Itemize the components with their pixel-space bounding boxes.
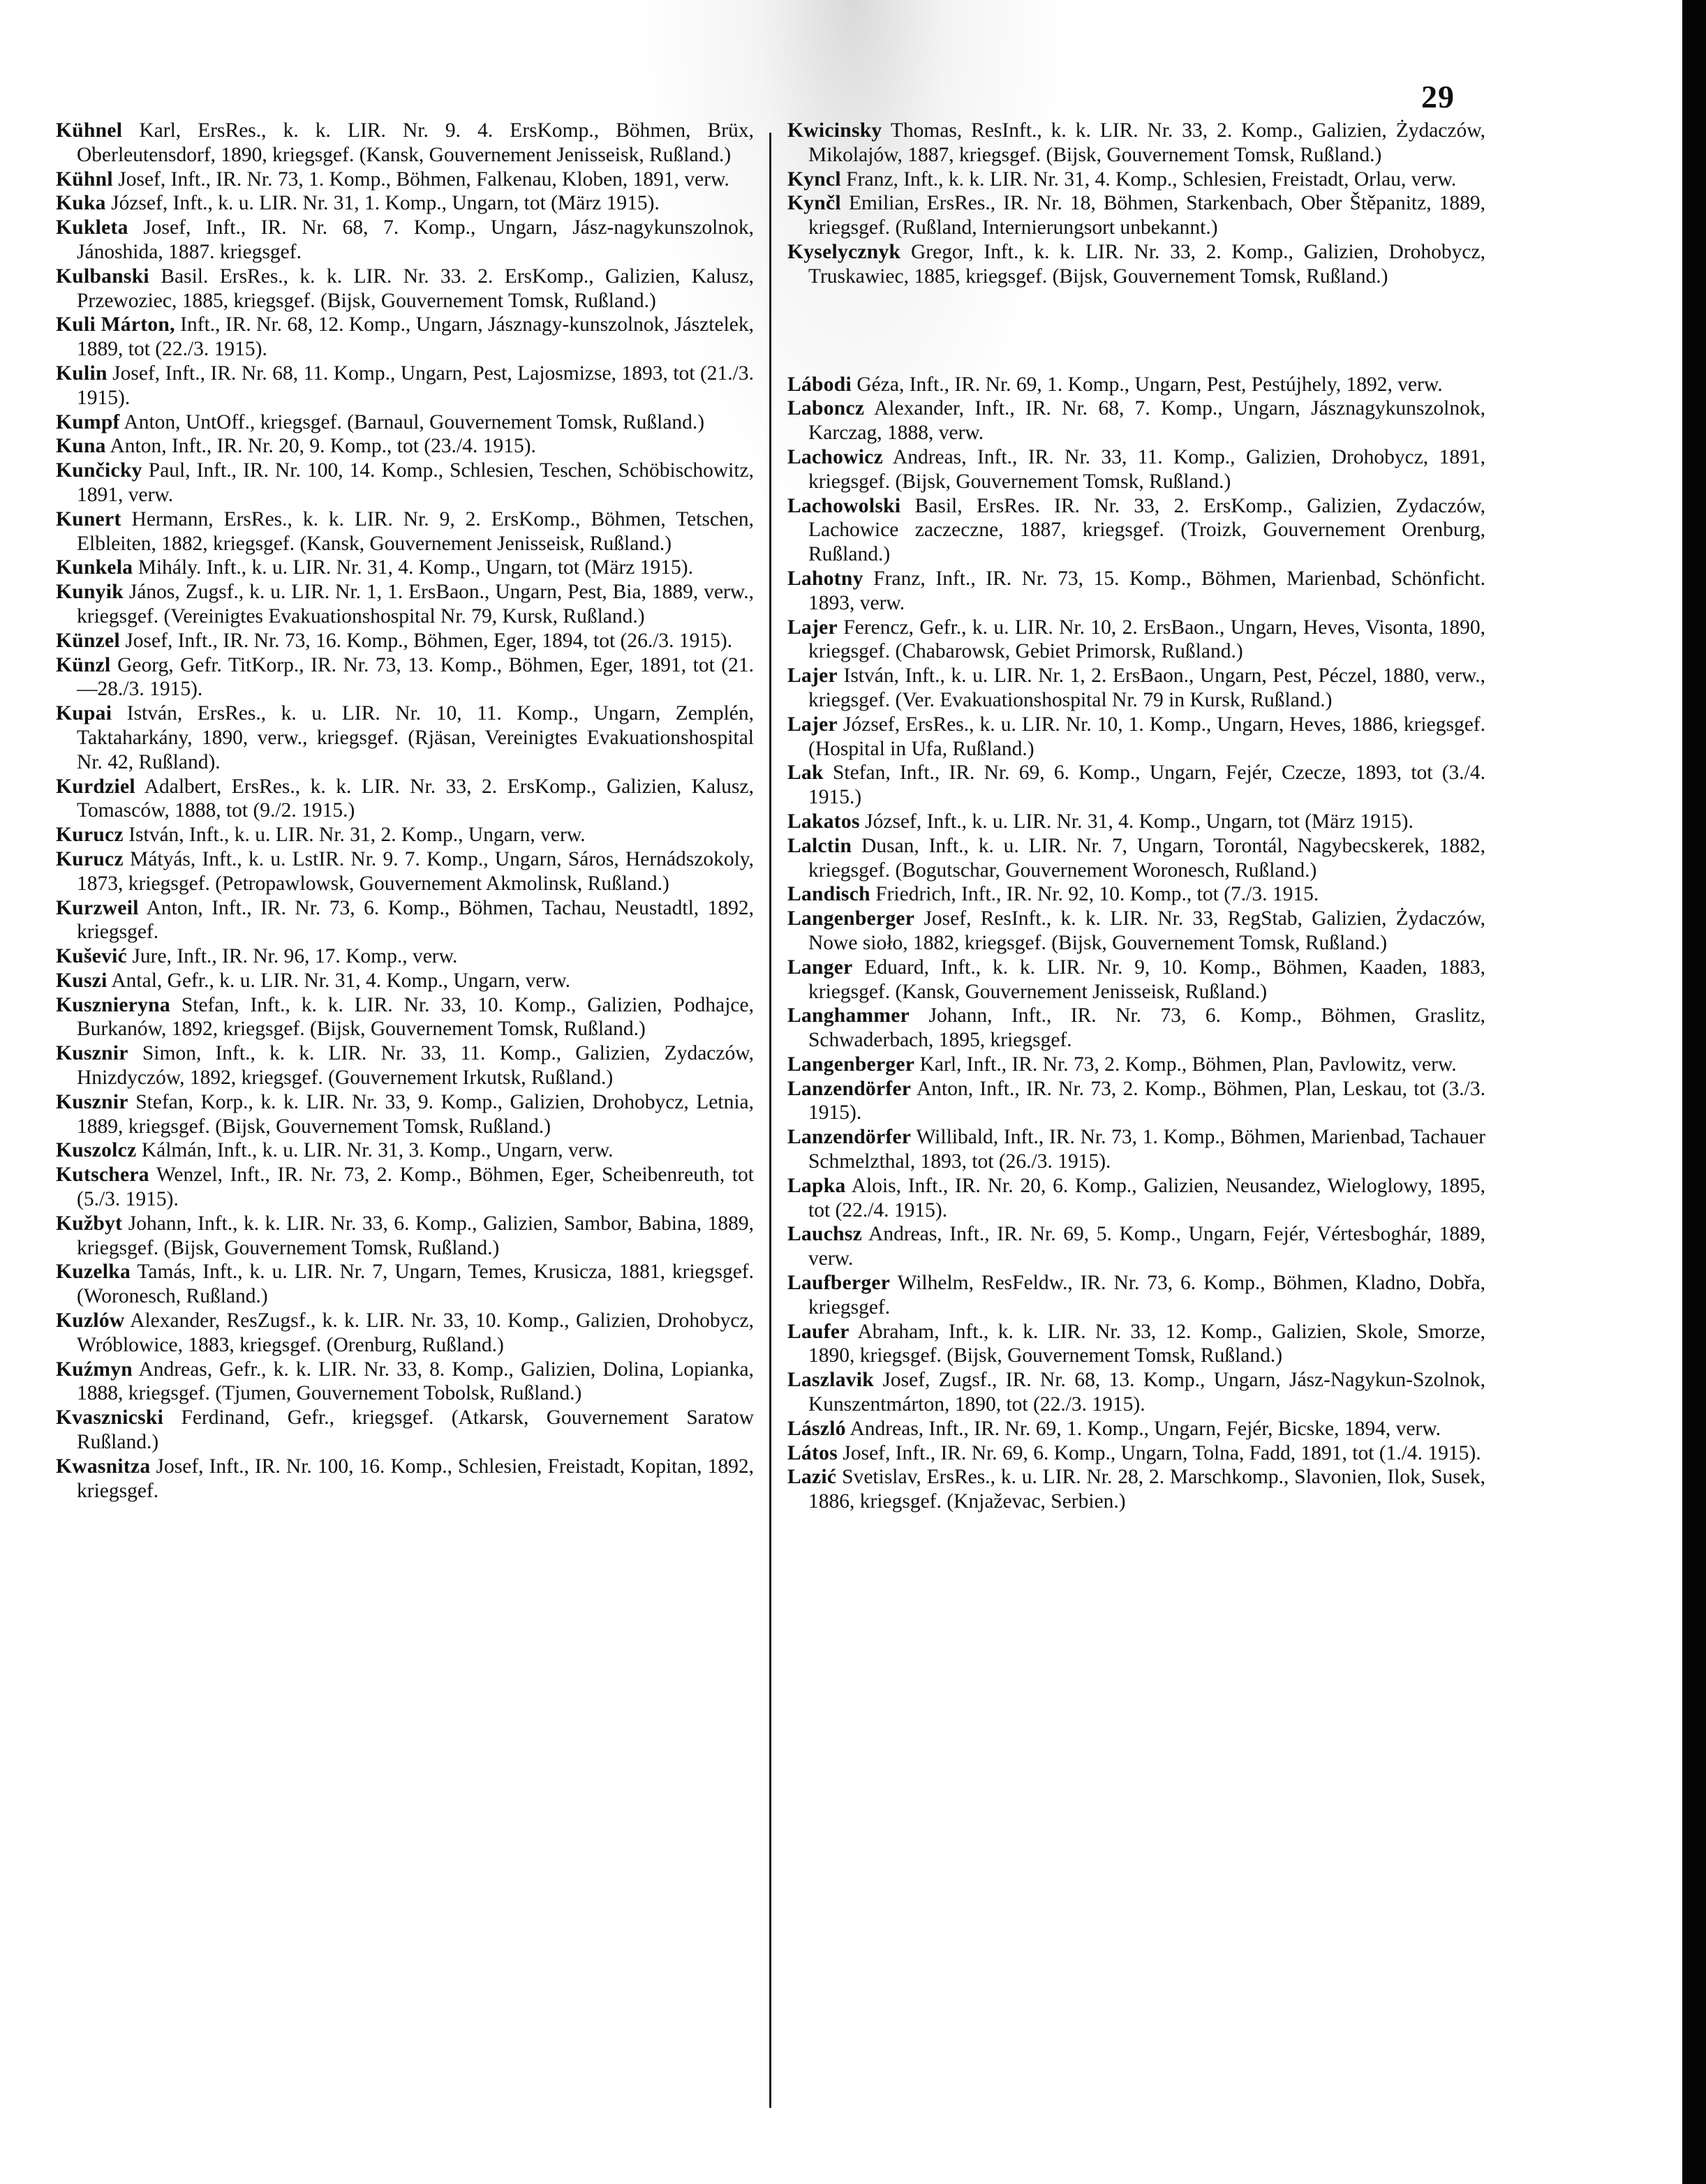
entry-details: Wilhelm, ResFeldw., IR. Nr. 73, 6. Komp., Böhmen, Kladno, Dobřa, kriegsgef.	[808, 1272, 1486, 1318]
entry-surname: Kumpf	[56, 410, 120, 433]
entry-details: Johann, Inft., k. k. LIR. Nr. 33, 6. Komp., Galizien, Sambor, Babina, 1889, kriegsgef. (Bijsk, Gouvernement Tomsk, Rußland.)	[77, 1212, 755, 1259]
register-entry	[787, 810, 1485, 834]
entry-surname: Landisch	[787, 883, 870, 906]
register-entry	[56, 847, 754, 896]
entry-details: István, Inft., k. u. LIR. Nr. 1, 2. ErsBaon., Ungarn, Pest, Péczel, 1880, verw., kriegsgef. (Ver. Evakuationshospital Nr. 79 in Kursk, Rußland.)	[808, 664, 1486, 711]
entry-details: Inft., IR. Nr. 68, 12. Komp., Ungarn, Jásznagy-kunszolnok, Jásztelek, 1889, tot (22./3. 1915).	[77, 313, 754, 361]
register-entry	[56, 1041, 754, 1090]
register-entry	[787, 567, 1485, 616]
entry-surname: Laszlavik	[787, 1369, 874, 1392]
entry-surname: Kynčl	[787, 192, 841, 215]
entry-details: Johann, Inft., IR. Nr. 73, 6. Komp., Böhmen, Graslitz, Schwaderbach, 1895, kriegsgef.	[808, 1004, 1485, 1052]
entry-details: Thomas, ResInft., k. k. LIR. Nr. 33, 2. Komp., Galizien, Żydaczów, Mikolajów, 1887, kriegsgef. (Bijsk, Gouvernement Tomsk, Rußland.)	[808, 119, 1486, 166]
entry-details: István, ErsRes., k. u. LIR. Nr. 10, 11. Komp., Ungarn, Zemplén, Taktaharkány, 1890, verw., kriegsgef. (Rjäsan, Vereinigtes Evakuationshospital Nr. 42, Rußland).	[77, 702, 755, 773]
entry-surname: Kusznir	[56, 1042, 128, 1065]
entry-surname: Laufberger	[787, 1272, 891, 1295]
entry-surname: László	[787, 1417, 846, 1440]
register-entry	[56, 580, 754, 629]
entry-surname: Langer	[787, 956, 853, 979]
entry-details: Paul, Inft., IR. Nr. 100, 14. Komp., Schlesien, Teschen, Schöbischowitz, 1891, verw.	[77, 459, 754, 506]
entry-details: Mátyás, Inft., k. u. LstIR. Nr. 9. 7. Komp., Ungarn, Sáros, Hernádszokoly, 1873, kriegsgef. (Petropawlowsk, Gouvernement Akmolinsk, Rußland.)	[77, 847, 755, 895]
entry-details: Josef, Zugsf., IR. Nr. 68, 13. Komp., Ungarn, Jász-Nagykun-Szolnok, Kunszentmárton, 1890, tot (22./3. 1915).	[808, 1369, 1486, 1416]
register-entry	[787, 191, 1485, 240]
entry-surname: Kutschera	[56, 1164, 149, 1187]
entry-details: Franz, Inft., IR. Nr. 73, 15. Komp., Böhmen, Marienbad, Schönficht. 1893, verw.	[808, 567, 1485, 614]
register-entry	[787, 1417, 1485, 1441]
entry-surname: Langenberger	[787, 1053, 915, 1076]
register-entry	[787, 168, 1485, 192]
register-entry	[56, 556, 754, 580]
register-entry	[787, 1465, 1485, 1514]
register-entry	[56, 969, 754, 993]
entry-details: Josef, ResInft., k. k. LIR. Nr. 33, RegStab, Galizien, Żydaczów, Nowe sioło, 1882, kriegsgef. (Bijsk, Gouvernement Tomsk, Rußland.)	[808, 907, 1485, 954]
entry-surname: Kuszi	[56, 969, 107, 992]
register-entry	[56, 1455, 754, 1503]
entry-surname: Kunert	[56, 507, 121, 530]
entry-details: Karl, Inft., IR. Nr. 73, 2. Komp., Böhmen, Plan, Pavlowitz, verw.	[919, 1053, 1457, 1076]
register-entry	[787, 1271, 1485, 1320]
entry-surname: Kunkela	[56, 556, 133, 579]
entry-details: Jure, Inft., IR. Nr. 96, 17. Komp., verw.	[132, 945, 458, 968]
register-entry	[56, 896, 754, 945]
left-column	[56, 119, 754, 1503]
register-entry	[56, 1309, 754, 1358]
register-entry	[787, 1320, 1485, 1369]
entry-details: Kálmán, Inft., k. u. LIR. Nr. 31, 3. Komp., Ungarn, verw.	[141, 1139, 614, 1162]
entry-details: Friedrich, Inft., IR. Nr. 92, 10. Komp., tot (7./3. 1915.	[875, 883, 1319, 906]
entry-details: Josef, Inft., IR. Nr. 100, 16. Komp., Schlesien, Freistadt, Kopitan, 1892, kriegsgef.	[77, 1455, 755, 1502]
register-entry	[56, 1138, 754, 1163]
entry-surname: Kühnl	[56, 168, 113, 191]
register-entry	[56, 1212, 754, 1261]
entry-details: Hermann, ErsRes., k. k. LIR. Nr. 9, 2. ErsKomp., Böhmen, Tetschen, Elbleiten, 1882, kriegsgef. (Kansk, Gouvernement Jenisseisk, Rußland.)	[77, 507, 755, 555]
register-entry	[56, 265, 754, 313]
entry-details: Alois, Inft., IR. Nr. 20, 6. Komp., Galizien, Neusandez, Wieloglowy, 1895, tot (22./4. 1915).	[808, 1174, 1485, 1221]
entry-details: Ferdinand, Gefr., kriegsgef. (Atkarsk, Gouvernement Saratow Rußland.)	[77, 1406, 755, 1454]
entry-details: Svetislav, ErsRes., k. u. LIR. Nr. 28, 2. Marschkomp., Slavonien, Ilok, Susek, 1886, kriegsgef. (Knjaževac, Serbien.)	[808, 1466, 1486, 1513]
entry-surname: Kulin	[56, 362, 107, 385]
entry-surname: Lalctin	[787, 834, 852, 857]
entry-details: Franz, Inft., k. k. LIR. Nr. 31, 4. Komp., Schlesien, Freistadt, Orlau, verw.	[846, 168, 1457, 191]
entry-surname: Laufer	[787, 1320, 850, 1343]
register-entry	[787, 834, 1485, 883]
entry-surname: Kulbanski	[56, 265, 149, 288]
entry-details: Josef, Inft., IR. Nr. 69, 6. Komp., Ungarn, Tolna, Fadd, 1891, tot (1./4. 1915).	[843, 1441, 1481, 1464]
entry-details: Anton, Inft., IR. Nr. 73, 6. Komp., Böhmen, Tachau, Neustadtl, 1892, kriegsgef.	[77, 896, 755, 944]
entry-surname: Kuszolcz	[56, 1139, 137, 1162]
entry-surname: Kuzlów	[56, 1309, 125, 1332]
entry-details: Dusan, Inft., k. u. LIR. Nr. 7, Ungarn, Torontál, Nagybecskerek, 1882, kriegsgef. (Bogutschar, Gouvernement Woronesch, Rußland.)	[808, 834, 1485, 882]
register-entry	[787, 956, 1485, 1004]
register-entry	[56, 629, 754, 653]
entry-details: Wenzel, Inft., IR. Nr. 73, 2. Komp., Böhmen, Eger, Scheibenreuth, tot (5./3. 1915).	[77, 1164, 755, 1211]
register-entry	[787, 1222, 1485, 1271]
entry-details: Mihály. Inft., k. u. LIR. Nr. 31, 4. Komp., Ungarn, tot (März 1915).	[138, 556, 693, 579]
entry-details: Karl, ErsRes., k. k. LIR. Nr. 9. 4. ErsKomp., Böhmen, Brüx, Oberleutensdorf, 1890, kriegsgef. (Kansk, Gouvernement Jenisseisk, Rußland.)	[77, 119, 754, 166]
entry-surname: Lajer	[787, 664, 838, 688]
entry-surname: Künzl	[56, 653, 111, 676]
register-entry	[56, 1163, 754, 1212]
entry-surname: Kunčicky	[56, 459, 142, 482]
register-entry	[56, 1090, 754, 1139]
entry-surname: Látos	[787, 1441, 838, 1464]
register-entry	[56, 168, 754, 192]
entry-details: Eduard, Inft., k. k. LIR. Nr. 9, 10. Komp., Böhmen, Kaaden, 1883, kriegsgef. (Kansk, Gouvernement Jenisseisk, Rußland.)	[808, 956, 1486, 1003]
register-entry	[787, 907, 1485, 956]
register-entry	[787, 240, 1485, 289]
entry-surname: Kuka	[56, 192, 106, 215]
register-entry	[787, 396, 1485, 445]
entry-details: Alexander, Inft., IR. Nr. 68, 7. Komp., Ungarn, Jásznagykunszolnok, Karczag, 1888, verw.	[808, 397, 1485, 445]
entry-details: Basil, ErsRes. IR. Nr. 33, 2. ErsKomp., Galizien, Zydaczów, Lachowice zaczeczne, 1887, kriegsgef. (Troizk, Gouvernement Orenburg, Rußland.)	[808, 494, 1485, 566]
entry-surname: Kusznir	[56, 1090, 128, 1113]
register-entry	[56, 191, 754, 216]
register-entry	[56, 119, 754, 168]
entry-surname: Lazić	[787, 1466, 837, 1489]
register-entry	[787, 1441, 1485, 1466]
entry-details: Stefan, Korp., k. k. LIR. Nr. 33, 9. Komp., Galizien, Drohobycz, Letnia, 1889, kriegsgef. (Bijsk, Gouvernement Tomsk, Rußland.)	[77, 1090, 754, 1138]
entry-surname: Lachowicz	[787, 445, 884, 468]
entry-surname: Lanzendörfer	[787, 1077, 912, 1100]
entry-surname: Lahotny	[787, 567, 863, 590]
entry-surname: Kuszniеryna	[56, 993, 170, 1016]
entry-details: István, Inft., k. u. LIR. Nr. 31, 2. Komp., Ungarn, verw.	[128, 824, 586, 847]
entry-details: Andreas, Inft., IR. Nr. 69, 1. Komp., Ungarn, Fejér, Bicske, 1894, verw.	[850, 1417, 1441, 1440]
entry-details: Abraham, Inft., k. k. LIR. Nr. 33, 12. Komp., Galizien, Skole, Smorze, 1890, kriegsgef. (Bijsk, Gouvernement Tomsk, Rußland.)	[808, 1320, 1485, 1367]
entry-details: János, Zugsf., k. u. LIR. Nr. 1, 1. ErsBaon., Ungarn, Pest, Bia, 1889, verw., kriegsgef. (Vereinigtes Evakuationshospital Nr. 79, Kursk, Rußland.)	[77, 581, 754, 627]
entry-surname: Kyselycznyk	[787, 240, 901, 263]
entry-surname: Laboncz	[787, 397, 865, 420]
entry-details: Andreas, Gefr., k. k. LIR. Nr. 33, 8. Komp., Galizien, Dolina, Lopianka, 1888, kriegsgef. (Tjumen, Gouvernement Tobolsk, Rußland.)	[77, 1358, 754, 1405]
entry-surname: Langhammer	[787, 1004, 910, 1027]
register-entry	[787, 1368, 1485, 1417]
entry-surname: Kwasnitza	[56, 1455, 151, 1478]
entry-details: Géza, Inft., IR. Nr. 69, 1. Komp., Ungarn, Pest, Pestújhely, 1892, verw.	[856, 373, 1443, 396]
entry-surname: Kuzelka	[56, 1261, 131, 1284]
entry-surname: Kurucz	[56, 847, 124, 870]
register-entry	[56, 775, 754, 824]
register-entry	[787, 664, 1485, 713]
register-entry	[56, 944, 754, 969]
entry-details: Anton, UntOff., kriegsgef. (Barnaul, Gouvernement Tomsk, Rußland.)	[124, 410, 705, 433]
entry-surname: Kurucz	[56, 824, 124, 847]
entry-surname: Lajer	[787, 713, 838, 736]
register-entry	[787, 761, 1485, 810]
register-entry	[787, 1077, 1485, 1126]
entry-details: Josef, Inft., IR. Nr. 68, 11. Komp., Ungarn, Pest, Lajosmizse, 1893, tot (21./3. 1915).	[77, 362, 754, 409]
entry-details: Josef, Inft., IR. Nr. 73, 1. Komp., Böhmen, Falkenau, Kloben, 1891, verw.	[118, 168, 729, 191]
register-entry	[56, 993, 754, 1042]
entry-surname: Lachowolski	[787, 494, 901, 517]
entry-surname: Kuźmyn	[56, 1358, 133, 1381]
register-entry	[787, 494, 1485, 567]
register-entry	[787, 616, 1485, 664]
entry-details: Tamás, Inft., k. u. LIR. Nr. 7, Ungarn, Temes, Krusicza, 1881, kriegsgef. (Woronesch, Rußland.)	[77, 1261, 755, 1308]
right-column	[787, 119, 1485, 1514]
entry-details: Josef, Inft., IR. Nr. 73, 16. Komp., Böhmen, Eger, 1894, tot (26./3. 1915).	[125, 629, 733, 652]
scan-edge	[1682, 0, 1706, 2184]
entry-details: Willibald, Inft., IR. Nr. 73, 1. Komp., Böhmen, Marienbad, Tachauer Schmelzthal, 1893, tot (26./3. 1915).	[808, 1126, 1486, 1173]
entry-details: Ferencz, Gefr., k. u. LIR. Nr. 10, 2. ErsBaon., Ungarn, Heves, Visonta, 1890, kriegsgef. (Chabarowsk, Gebiet Primorsk, Rußland.)	[808, 616, 1485, 663]
entry-details: Gregor, Inft., k. k. LIR. Nr. 33, 2. Komp., Galizien, Drohobycz, Truskawiec, 1885, kriegsgef. (Bijsk, Gouvernement Tomsk, Rußland.)	[808, 240, 1485, 288]
register-entry	[56, 434, 754, 459]
entry-surname: Kušević	[56, 945, 128, 968]
register-entry	[787, 882, 1485, 907]
entry-details: Josef, Inft., IR. Nr. 68, 7. Komp., Ungarn, Jász-nagykunszolnok, Jánoshida, 1887. kriegsgef.	[77, 216, 755, 263]
entry-surname: Kupai	[56, 702, 112, 725]
entry-details: Alexander, ResZugsf., k. k. LIR. Nr. 33, 10. Komp., Galizien, Drohobycz, Wróblowice, 1883, kriegsgef. (Orenburg, Rußland.)	[77, 1309, 754, 1356]
entry-surname: Lak	[787, 762, 824, 785]
page-number: 29	[1421, 79, 1455, 114]
register-entry	[787, 119, 1485, 168]
entry-details: Andreas, Inft., IR. Nr. 69, 5. Komp., Ungarn, Fejér, Vértesboghár, 1889, verw.	[808, 1223, 1485, 1270]
register-entry	[56, 701, 754, 774]
entry-details: Antal, Gefr., k. u. LIR. Nr. 31, 4. Komp., Ungarn, verw.	[111, 969, 571, 992]
entry-surname: Lakatos	[787, 810, 860, 833]
register-entry	[56, 1406, 754, 1455]
register-entry	[787, 1053, 1485, 1077]
register-entry	[56, 507, 754, 556]
register-entry	[56, 653, 754, 702]
entry-surname: Langenberger	[787, 907, 915, 930]
entry-surname: Kwicinsky	[787, 119, 882, 142]
entry-details: Basil. ErsRes., k. k. LIR. Nr. 33. 2. ErsKomp., Galizien, Kalusz, Przewoziec, 1885, kriegsgef. (Bijsk, Gouvernement Tomsk, Rußland.)	[77, 265, 755, 312]
register-entry	[787, 445, 1485, 494]
entry-surname: Lapka	[787, 1174, 846, 1197]
entry-surname: Kuli Márton,	[56, 313, 175, 336]
entry-surname: Kvasznicski	[56, 1406, 164, 1429]
entry-surname: Kurdziel	[56, 775, 135, 798]
column-divider	[769, 133, 771, 2108]
entry-surname: Kunyik	[56, 581, 124, 604]
entry-details: Adalbert, ErsRes., k. k. LIR. Nr. 33, 2. ErsKomp., Galizien, Kalusz, Tomasców, 1888, tot (9./2. 1915.)	[77, 775, 755, 822]
entry-details: József, ErsRes., k. u. LIR. Nr. 10, 1. Komp., Ungarn, Heves, 1886, kriegsgef. (Hospital in Ufa, Rußland.)	[808, 713, 1485, 760]
register-entry	[56, 459, 754, 507]
entry-surname: Kužbyt	[56, 1212, 123, 1235]
register-entry	[56, 823, 754, 847]
entry-details: Stefan, Inft., k. k. LIR. Nr. 33, 10. Komp., Galizien, Podhajce, Burkanów, 1892, kriegsgef. (Bijsk, Gouvernement Tomsk, Rußland.)	[77, 993, 754, 1041]
register-entry	[787, 1174, 1485, 1223]
entry-details: Anton, Inft., IR. Nr. 73, 2. Komp., Böhmen, Plan, Leskau, tot (3./3. 1915).	[808, 1077, 1486, 1124]
entry-surname: Kühnel	[56, 119, 123, 142]
register-entry	[56, 362, 754, 410]
entry-details: József, Inft., k. u. LIR. Nr. 31, 4. Komp., Ungarn, tot (März 1915).	[865, 810, 1414, 833]
register-entry	[787, 373, 1485, 397]
entry-surname: Kyncl	[787, 168, 841, 191]
entry-surname: Kukleta	[56, 216, 128, 239]
entry-surname: Lauchsz	[787, 1223, 863, 1246]
entry-details: József, Inft., k. u. LIR. Nr. 31, 1. Komp., Ungarn, tot (März 1915).	[111, 192, 660, 215]
entry-details: Emilian, ErsRes., IR. Nr. 18, Böhmen, Starkenbach, Ober Štěpanitz, 1889, kriegsgef. (Rußland, Internierungsort unbekannt.)	[808, 192, 1486, 239]
entry-surname: Künzel	[56, 629, 120, 652]
register-entry	[787, 1125, 1485, 1174]
entry-surname: Kurzweil	[56, 896, 139, 919]
register-entry	[56, 1260, 754, 1309]
entry-surname: Lanzendörfer	[787, 1126, 912, 1149]
entry-details: Anton, Inft., IR. Nr. 20, 9. Komp., tot (23./4. 1915).	[110, 435, 536, 458]
entry-surname: Lajer	[787, 616, 838, 639]
entry-surname: Lábodi	[787, 373, 852, 396]
register-entry	[56, 216, 754, 265]
register-entry	[787, 1004, 1485, 1053]
register-entry	[56, 1358, 754, 1406]
section-gap	[787, 317, 1485, 373]
register-entry	[56, 410, 754, 435]
entry-details: Simon, Inft., k. k. LIR. Nr. 33, 11. Komp., Galizien, Zydaczów, Hnizdyczów, 1892, kriegsgef. (Gouvernement Irkutsk, Rußland.)	[77, 1042, 754, 1090]
register-entry	[56, 313, 754, 362]
entry-details: Andreas, Inft., IR. Nr. 33, 11. Komp., Galizien, Drohobycz, 1891, kriegsgef. (Bijsk, Gouvernement Tomsk, Rußland.)	[808, 445, 1486, 493]
register-entry	[787, 713, 1485, 762]
entry-details: Georg, Gefr. TitKorp., IR. Nr. 73, 13. Komp., Böhmen, Eger, 1891, tot (21.—28./3. 1915).	[77, 653, 755, 701]
entry-details: Stefan, Inft., IR. Nr. 69, 6. Komp., Ungarn, Fejér, Czecze, 1893, tot (3./4. 1915.)	[808, 762, 1485, 809]
entry-surname: Kuna	[56, 435, 106, 458]
